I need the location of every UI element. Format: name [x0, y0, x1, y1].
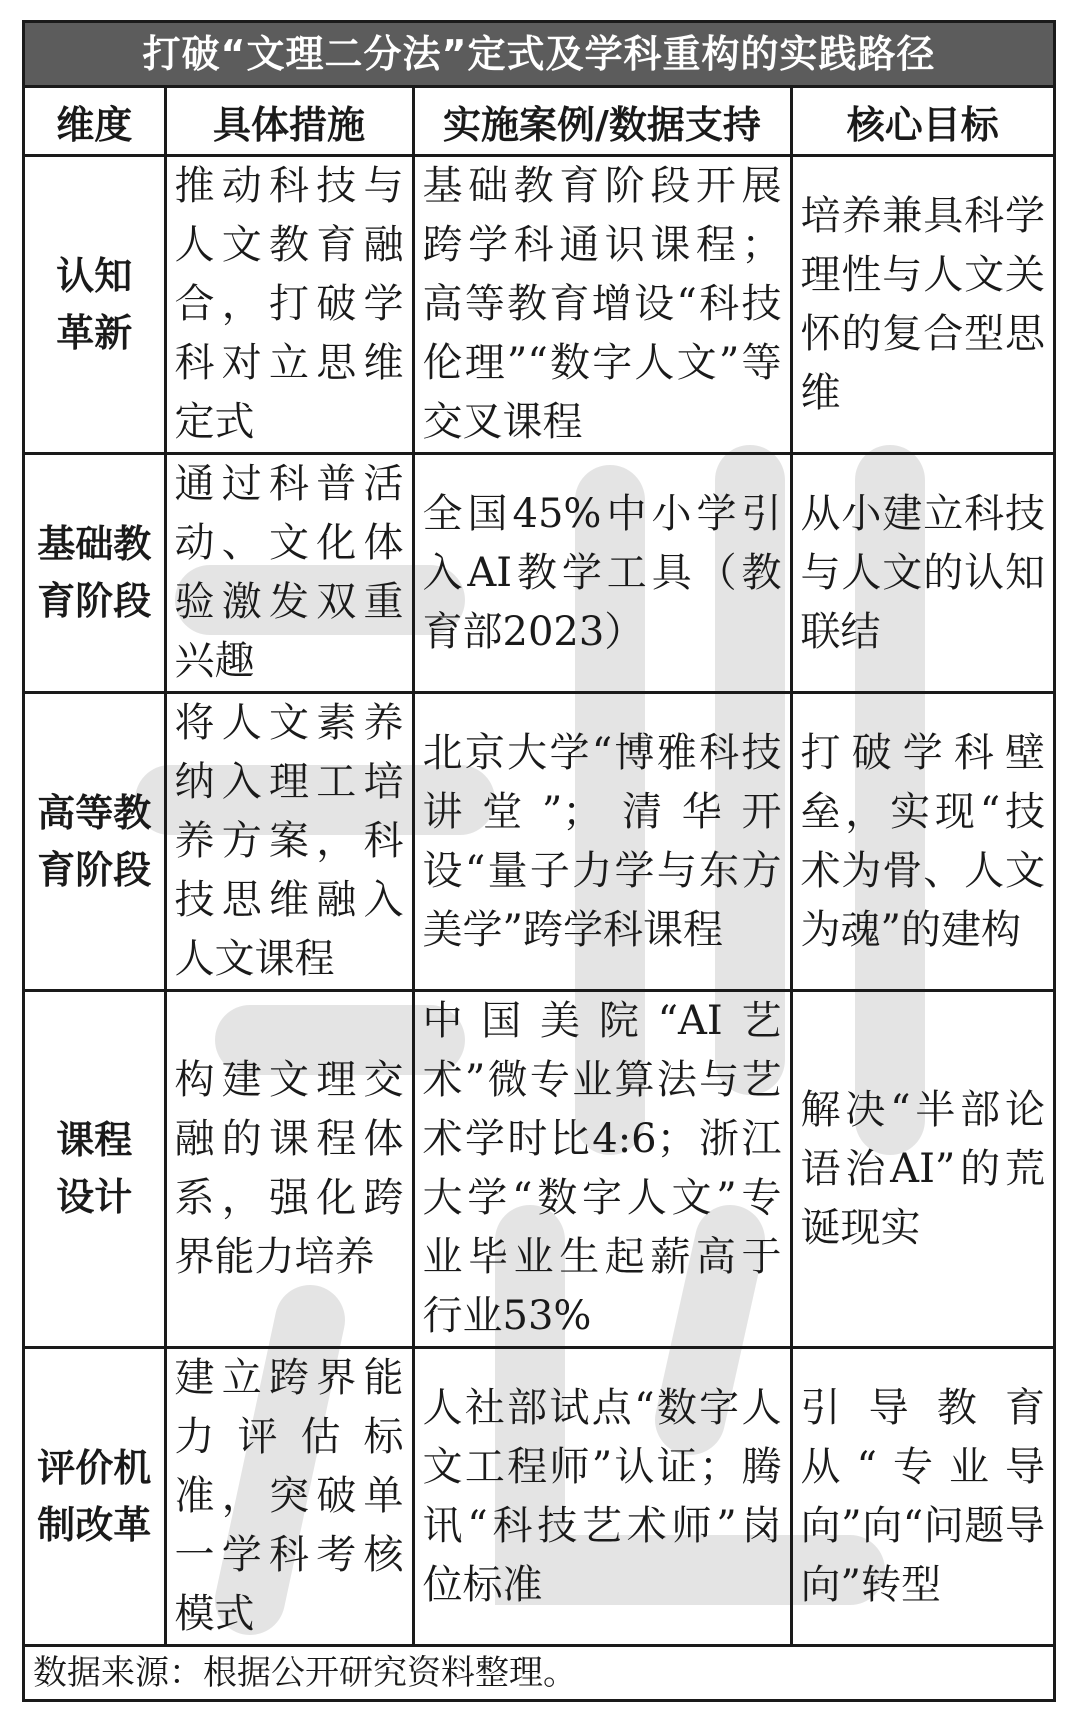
cell-dimension: 高等教育阶段 [25, 693, 165, 991]
dimension-label: 课程设计 [56, 1118, 133, 1219]
source-note: 数据来源：根据公开研究资料整理。 [33, 1653, 577, 1693]
table-row [25, 156, 1053, 454]
header-case: 实施案例/数据支持 [413, 88, 791, 156]
cell-goal: 培养兼具科学理性与人文关怀的复合型思维 [791, 156, 1053, 454]
cell-case: 全国45%中小学引入AI教学工具（教育部2023） [413, 454, 791, 693]
table-row [25, 1348, 1053, 1646]
cell-goal: 解决“半部论语治AI”的荒诞现实 [791, 991, 1053, 1348]
cell-measure: 建立跨界能力评估标准，突破单一学科考核模式 [165, 1348, 413, 1646]
table-row [25, 693, 1053, 991]
table-title: 打破“文理二分法”定式及学科重构的实践路径 [25, 23, 1053, 88]
cell-dimension [25, 156, 165, 454]
cell-measure: 构建文理交融的课程体系，强化跨界能力培养 [165, 991, 413, 1348]
cell-goal: 打破学科壁垒，实现“技术为骨、人文为魂”的建构 [791, 693, 1053, 991]
dimension-label: 认知革新 [56, 253, 133, 355]
cell-measure: 通过科普活动、文化体验激发双重兴趣 [165, 454, 413, 693]
table-row [25, 454, 1053, 693]
cell-case: 中国美院“AI艺术”微专业算法与艺术学时比4:6；浙江大学“数字人文”专业毕业生起薪高于行业53% [413, 991, 791, 1348]
cell-dimension: 评价机制改革 [25, 1348, 165, 1646]
header-measure: 具体措施 [165, 88, 413, 156]
data-table [25, 88, 1053, 1647]
header-row [25, 88, 1053, 156]
cell-case: 北京大学“博雅科技讲堂”；清华开设“量子力学与东方美学”跨学科课程 [413, 693, 791, 991]
header-goal: 核心目标 [791, 88, 1053, 156]
cell-measure: 推动科技与人文教育融合，打破学科对立思维定式 [165, 156, 413, 454]
header-dimension: 维度 [25, 88, 165, 156]
cell-dimension: 基础教育阶段 [25, 454, 165, 693]
cell-dimension [25, 991, 165, 1348]
cell-goal: 从小建立科技与人文的认知联结 [791, 454, 1053, 693]
table-row [25, 991, 1053, 1348]
cell-case: 基础教育阶段开展跨学科通识课程；高等教育增设“科技伦理”“数字人文”等交叉课程 [413, 156, 791, 454]
cell-case: 人社部试点“数字人文工程师”认证；腾讯“科技艺术师”岗位标准 [413, 1348, 791, 1646]
cell-goal: 引导教育从“专业导向”向“问题导向”转型 [791, 1348, 1053, 1646]
table-frame [22, 20, 1056, 1702]
cell-measure: 将人文素养纳入理工培养方案，科技思维融入人文课程 [165, 693, 413, 991]
